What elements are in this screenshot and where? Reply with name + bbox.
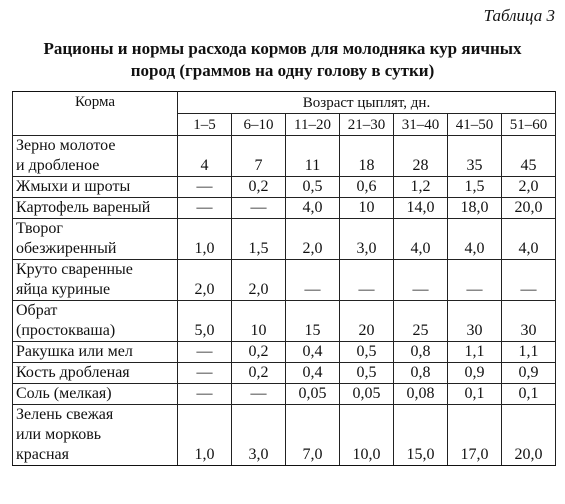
value-cell: 10,0 [340,405,394,466]
feed-name-cell [13,136,178,177]
value-cell: 10 [340,198,394,219]
value-cell: 1,5 [232,219,286,260]
age-group-header: Возраст цыплят, дн. [178,92,556,114]
feed-name-line: и дробленое [16,157,100,174]
feed-name-cell [13,219,178,260]
value-cell: 20,0 [502,405,556,466]
age-header: 51–60 [502,114,556,136]
table-row [13,405,556,466]
value-cell: 4,0 [286,198,340,219]
value-cell: 20,0 [502,198,556,219]
value-cell: — [448,260,502,301]
table-row [13,177,556,198]
value-cell: 0,05 [286,384,340,405]
value-cell: 7,0 [286,405,340,466]
value-cell: 0,6 [340,177,394,198]
table-title [0,38,565,82]
value-cell: 1,1 [502,342,556,363]
value-cell: 1,5 [448,177,502,198]
value-cell: 0,4 [286,363,340,384]
feed-column-header: Корма [13,92,178,136]
value-cell: — [178,177,232,198]
value-cell: 4,0 [394,219,448,260]
value-cell: 1,2 [394,177,448,198]
value-cell: 0,8 [394,363,448,384]
feed-name-line: Кость дробленая [16,364,130,381]
table-row [13,301,556,342]
value-cell: 4 [178,136,232,177]
value-cell: 2,0 [502,177,556,198]
feed-name-line: обезжиренный [16,240,117,257]
feed-name-cell [13,384,178,405]
table-header [13,92,556,136]
value-cell: 1,0 [178,219,232,260]
value-cell: 18,0 [448,198,502,219]
table-row [13,363,556,384]
feed-name-cell [13,342,178,363]
value-cell: — [178,363,232,384]
feed-name-line: Ракушка или мел [16,343,133,360]
age-header: 11–20 [286,114,340,136]
table-row [13,342,556,363]
feed-name-line: Круто сваренные [16,261,133,278]
feed-name-line: яйца куриные [16,281,111,298]
value-cell: 0,4 [286,342,340,363]
value-cell: 30 [448,301,502,342]
value-cell: 14,0 [394,198,448,219]
value-cell: 0,8 [394,342,448,363]
feed-name-cell [13,405,178,466]
age-header: 6–10 [232,114,286,136]
value-cell: 4,0 [502,219,556,260]
value-cell: 0,05 [340,384,394,405]
value-cell: 0,1 [448,384,502,405]
value-cell: 0,5 [286,177,340,198]
value-cell: 30 [502,301,556,342]
value-cell: 0,1 [502,384,556,405]
table-row [13,384,556,405]
value-cell: 0,2 [232,177,286,198]
value-cell: — [502,260,556,301]
feed-name-line: Обрат [16,302,58,319]
value-cell: 25 [394,301,448,342]
feed-name-line: (простокваша) [16,322,116,339]
value-cell: 0,2 [232,342,286,363]
age-header: 31–40 [394,114,448,136]
value-cell: 2,0 [232,260,286,301]
value-cell: 45 [502,136,556,177]
value-cell: 2,0 [286,219,340,260]
feed-name-cell [13,301,178,342]
age-header: 41–50 [448,114,502,136]
feed-name-cell [13,363,178,384]
value-cell: 1,1 [448,342,502,363]
value-cell: — [178,384,232,405]
value-cell: 17,0 [448,405,502,466]
feed-name-cell [13,198,178,219]
table-title-line-2: пород (граммов на одну голову в сутки) [130,61,435,80]
age-header: 1–5 [178,114,232,136]
value-cell: — [232,198,286,219]
feed-name-line: Зерно молотое [16,137,116,154]
value-cell: 20 [340,301,394,342]
table-body [13,136,556,466]
value-cell: 0,08 [394,384,448,405]
table-number: Таблица 3 [483,6,555,25]
value-cell: 3,0 [340,219,394,260]
value-cell: 0,9 [448,363,502,384]
age-header: 21–30 [340,114,394,136]
feed-name-line: Соль (мелкая) [16,385,112,402]
value-cell: — [232,384,286,405]
value-cell: 4,0 [448,219,502,260]
feed-name-cell [13,260,178,301]
value-cell: — [394,260,448,301]
value-cell: 0,2 [232,363,286,384]
value-cell: 35 [448,136,502,177]
feed-name-line: Жмыхи и шроты [16,178,131,195]
value-cell: 15 [286,301,340,342]
value-cell: 2,0 [178,260,232,301]
feed-name-cell [13,177,178,198]
value-cell: 11 [286,136,340,177]
table-row [13,260,556,301]
value-cell: 15,0 [394,405,448,466]
value-cell: 18 [340,136,394,177]
value-cell: — [178,198,232,219]
feed-name-line: Зелень свежая [16,406,114,423]
value-cell: — [286,260,340,301]
value-cell: 28 [394,136,448,177]
value-cell: 0,9 [502,363,556,384]
value-cell: 1,0 [178,405,232,466]
value-cell: — [178,342,232,363]
value-cell: 3,0 [232,405,286,466]
feed-name-line: красная [16,446,69,463]
feed-name-line: Творог [16,220,63,237]
value-cell: 0,5 [340,342,394,363]
table-row [13,198,556,219]
value-cell: — [340,260,394,301]
value-cell: 5,0 [178,301,232,342]
value-cell: 0,5 [340,363,394,384]
table-row [13,219,556,260]
value-cell: 7 [232,136,286,177]
table-row [13,136,556,177]
feed-ration-table [12,91,556,466]
feed-name-line: или морковь [16,426,102,443]
table-title-line-1: Рационы и нормы расхода кормов для молодняка кур яичных [43,39,522,58]
feed-name-line: Картофель вареный [16,199,151,216]
value-cell: 10 [232,301,286,342]
